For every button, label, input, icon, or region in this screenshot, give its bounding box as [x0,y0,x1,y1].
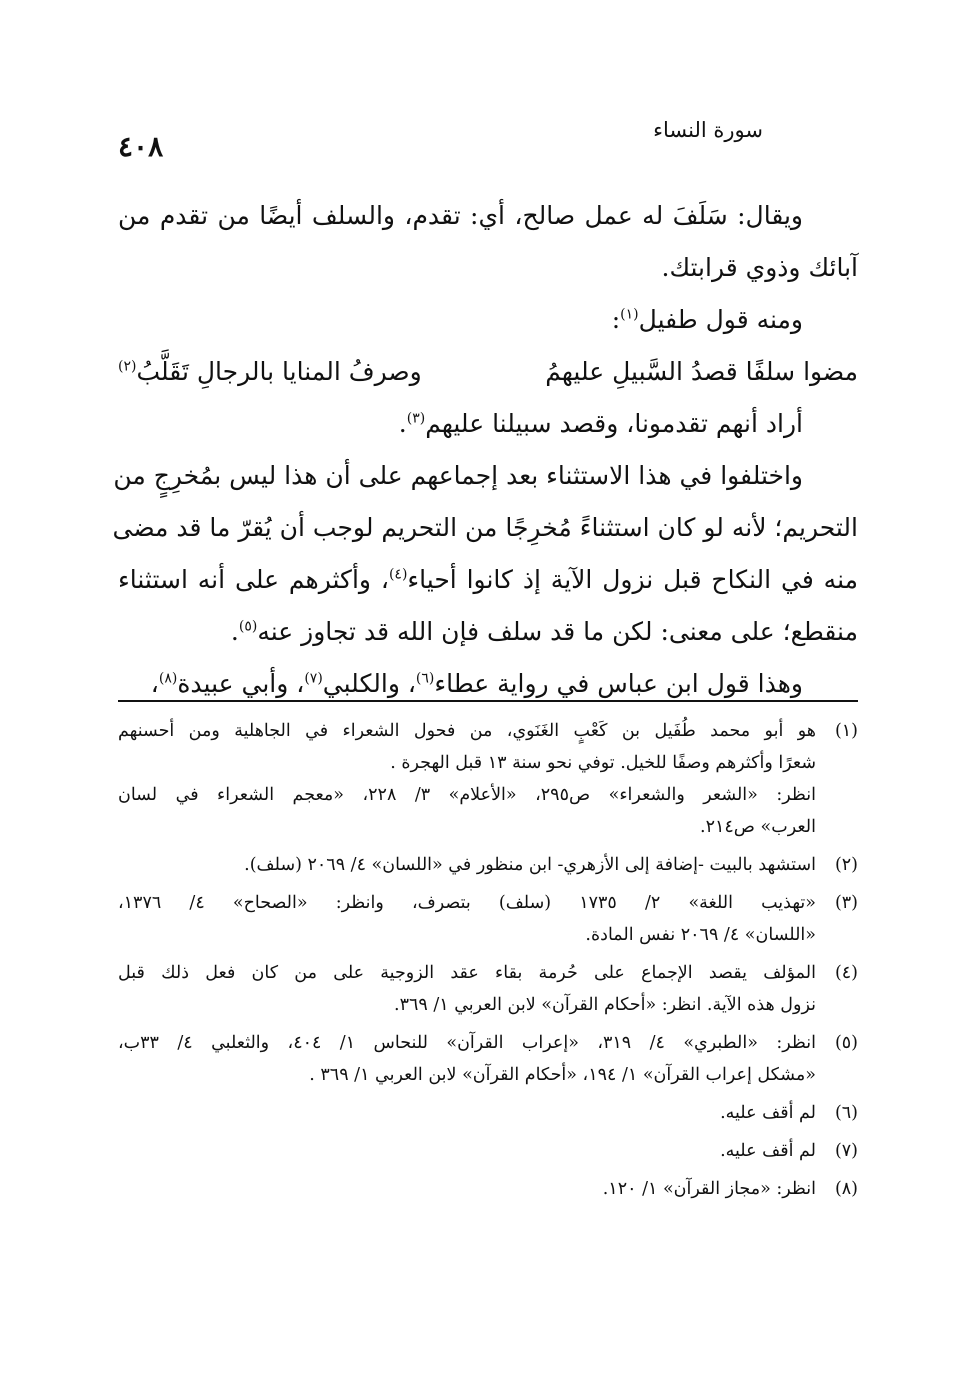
surah-title: سورة النساء [653,118,763,142]
footnote-separator [118,700,858,702]
footnote-ref: (٢) [118,358,137,375]
footnote-line: شعرًا وأكثرهم وصفًا للخيل. توفي نحو سنة ١٣ قبل الهجرة . [390,753,816,773]
footnote-line: العرب» ص٢١٤. [700,817,816,837]
footnote-line: «مشكل إعراب القرآن» ١/ ١٩٤، «أحكام القرآن» لابن العربي ١/ ٣٦٩ . [309,1065,816,1085]
text-line: أراد أنهم تقدمونا، وقصد سبيلنا عليهم$^{(٣)}$. [398,409,803,438]
text-line: ويقال: سَلَفَ له عمل صالح، أي: تقدم، والسلف أيضًا من تقدم من [118,201,803,230]
footnote-line: استشهد بالبيت -إضافة إلى الأزهري- ابن منظور في «اللسان» ٤/ ٢٠٦٩ (سلف). [244,855,816,875]
verse-second-half: وصرفُ المنايا بالرجالِ تَقَلَّبُ [136,357,422,386]
page-header [118,118,858,168]
footnote-1 [118,715,858,843]
footnote-3 [118,887,858,951]
footnote-number: (٧) [834,1141,858,1161]
footnote-line: انظر: «الطبري» ٤/ ٣١٩، «إعراب القرآن» للنحاس ١/ ٤٠٤، والثعلبي ٤/ ٣٣ب، [118,1033,816,1053]
text-line: وهذا قول ابن عباس في رواية عطاء$^{(٦)}$، والكلبي$^{(٧)}$، وأبي عبيدة$^{(٨)}$، [150,669,803,698]
footnote-line: «تهذيب اللغة» ٢/ ١٧٣٥ (سلف) بتصرف، وانظر: «الصحاح» ٤/ ١٣٧٦، [118,893,816,913]
footnote-number: (٤) [834,963,858,983]
footnote-7 [118,1135,858,1167]
footnotes [118,715,858,1211]
footnote-ref: (٧) [304,670,323,687]
footnote-line: لم أقف عليه. [720,1103,816,1123]
text-line: منه في النكاح قبل نزول الآية إذ كانوا أحياء$^{(٤)}$، وأكثرهم على أنه استثناء [118,565,858,594]
footnote-5 [118,1027,858,1091]
footnote-ref: (٤) [388,566,408,583]
footnote-6 [118,1097,858,1129]
footnote-4 [118,957,858,1021]
text-line: ومنه قول طفيل$^{(١)}$: [611,305,803,334]
text-line: التحريم؛ لأنه لو كان استثناءً مُخرِجًا من التحريم لوجب أن يُقرّ ما قد مضى [112,513,858,542]
main-text [112,190,858,710]
footnote-line: هو أبو محمد طُفَيل بن كَعْبٍ الغَنَوي، من فحول الشعراء في الجاهلية ومن أحسنهم [118,721,816,741]
footnote-ref: (٦) [415,670,435,687]
verse-first-half: مضوا سلفًا قصدُ السَّبيلِ عليهمُ [545,357,858,386]
footnote-line: المؤلف يقصد الإجماع على حُرمة بقاء عقد الزوجية على من كان فعل ذلك قبل [118,963,816,983]
poetry-verse [118,346,858,398]
text-line: واختلفوا في هذا الاستثناء بعد إجماعهم على أن هذا ليس بمُخرِجٍ من [113,461,803,490]
text-line: آبائك وذوي قرابتك. [661,253,858,282]
footnote-line: لم أقف عليه. [720,1141,816,1161]
footnote-ref: (١) [620,306,639,323]
footnote-number: (٥) [834,1033,858,1053]
footnote-number: (٦) [834,1103,858,1123]
footnote-line: انظر: «مجاز القرآن» ١/ ١٢٠. [602,1179,816,1199]
footnote-2 [118,849,858,881]
footnote-ref: (٥) [238,618,258,635]
footnote-number: (٣) [834,893,858,913]
footnote-number: (١) [834,721,858,741]
text-line: منقطع؛ على معنى: لكن ما قد سلف فإن الله قد تجاوز عنه$^{(٥)}$. [230,617,858,646]
footnote-number: (٨) [834,1179,858,1199]
footnote-line: نزول هذه الآية. انظر: «أحكام القرآن» لابن العربي ١/ ٣٦٩. [394,995,816,1015]
footnote-ref: (٨) [158,670,178,687]
footnote-ref: (٣) [406,410,426,427]
footnote-number: (٢) [834,855,858,875]
page-number: ٤٠٨ [118,130,164,163]
footnote-8 [118,1173,858,1205]
footnote-line: «اللسان» ٤/ ٢٠٦٩ نفس المادة. [585,925,816,945]
footnote-line: انظر: «الشعر والشعراء» ص٢٩٥، «الأعلام» ٣/ ٢٢٨، «معجم الشعراء في لسان [118,785,816,805]
